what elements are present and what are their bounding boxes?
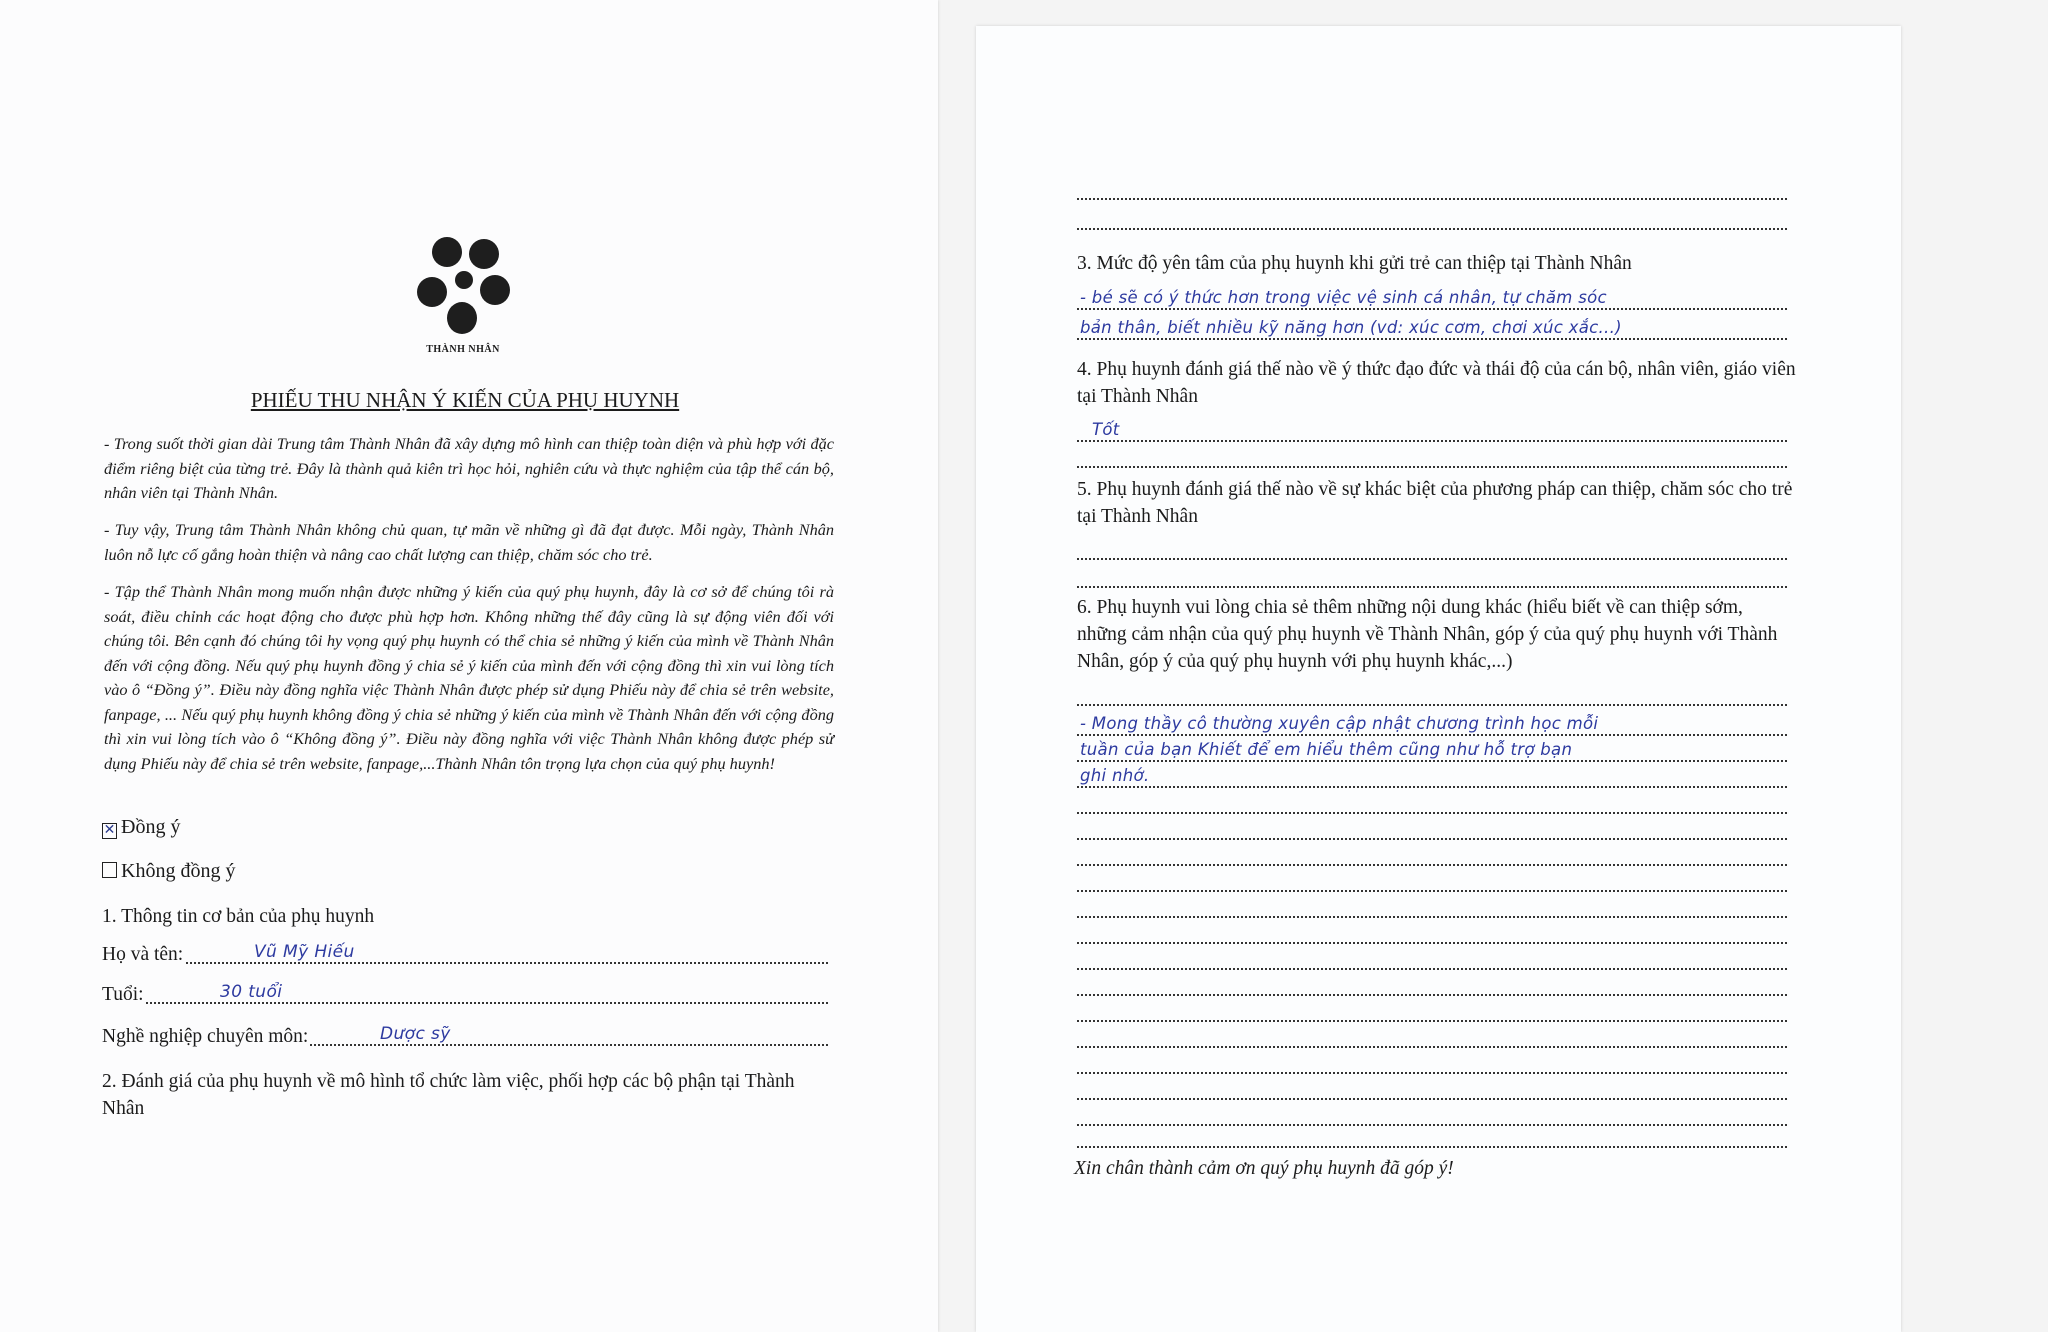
q6-answer-line-1: - Mong thầy cô thường xuyên cập nhật chương trình học mỗi: [1080, 714, 1599, 733]
job-field[interactable]: [102, 1022, 828, 1052]
form-page-right: [976, 26, 1901, 1332]
thank-you-note: Xin chân thành cảm ơn quý phụ huynh đã góp ý!: [1074, 1158, 1454, 1179]
answer-line: [1077, 558, 1787, 560]
disagree-option[interactable]: [102, 860, 235, 883]
answer-line: [1077, 838, 1787, 840]
answer-line: [1077, 1098, 1787, 1100]
answer-line: [1077, 942, 1787, 944]
answer-line: [1077, 338, 1787, 340]
agree-checkbox[interactable]: ✕: [103, 823, 116, 838]
q4-heading: 4. Phụ huynh đánh giá thế nào về ý thức đạo đức và thái độ của cán bộ, nhân viên, giáo viên tại Thành Nhân: [1077, 359, 1796, 407]
q1-heading: 1. Thông tin cơ bản của phụ huynh: [102, 906, 375, 927]
logo-wordmark: THÀNH NHÂN: [426, 344, 500, 355]
form-title: PHIẾU THU NHẬN Ý KIẾN CỦA PHỤ HUYNH: [250, 388, 680, 412]
name-label: Họ và tên:: [102, 944, 184, 965]
answer-line: [1077, 466, 1787, 468]
age-field[interactable]: [102, 980, 828, 1010]
agree-option[interactable]: [102, 816, 180, 839]
intro-paragraph-3: - Tập thể Thành Nhân mong muốn nhận được những ý kiến của quý phụ huynh, đây là cơ sở để chúng tôi rà soát, điều chỉnh các hoạt động cho được phù hợp hơn. Không những thế đây cũng là sự động viên đối với chúng tôi. Bên cạnh đó chúng tôi hy vọng quý phụ huynh có thể chia sẻ những ý kiến của mình về Thành Nhân đến với cộng đồng. Nếu quý phụ huynh đồng ý chia sẻ ý kiến của mình đến với cộng đồng thì xin vui lòng tích vào ô “Đồng ý”. Điều này đồng nghĩa việc Thành Nhân được phép sử dụng Phiếu này để chia sẻ trên website, fanpage, ... Nếu quý phụ huynh không đồng ý chia sẻ những ý kiến của mình về Thành Nhân đến với cộng đồng thì xin vui lòng tích vào ô “Không đồng ý”. Điều này đồng nghĩa với việc Thành Nhân không được phép sử dụng Phiếu này để chia sẻ trên website, fanpage,...Thành Nhân tôn trọng lựa chọn của quý phụ huynh!: [104, 582, 834, 773]
answer-line: [1077, 916, 1787, 918]
answer-line: [1077, 812, 1787, 814]
q6-answer-line-3: ghi nhớ.: [1080, 766, 1150, 785]
answer-line: [1077, 734, 1787, 736]
agree-label: Đồng ý: [121, 816, 181, 838]
answer-line: [1077, 704, 1787, 706]
intro-paragraph-2: - Tuy vậy, Trung tâm Thành Nhân không chủ quan, tự mãn về những gì đã đạt được. Mỗi ngày, Thành Nhân luôn nỗ lực cố gắng hoàn thiện và nâng cao chất lượng can thiệp, chăm sóc cho trẻ.: [104, 520, 834, 564]
disagree-checkbox[interactable]: [102, 862, 117, 878]
name-field[interactable]: [102, 940, 828, 970]
answer-line: [1077, 586, 1787, 588]
q3-answer-line-2: bản thân, biết nhiều kỹ năng hơn (vd: xúc cơm, chơi xúc xắc...): [1080, 318, 1622, 337]
answer-line: [1077, 1146, 1787, 1148]
answer-line: [1077, 968, 1787, 970]
age-label: Tuổi:: [102, 984, 144, 1005]
answer-line: [1077, 228, 1787, 230]
q4-answer: Tốt: [1092, 420, 1120, 439]
job-label: Nghề nghiệp chuyên môn:: [102, 1026, 309, 1047]
answer-line: [1077, 440, 1787, 442]
disagree-label: Không đồng ý: [121, 860, 236, 882]
q2-heading: 2. Đánh giá của phụ huynh về mô hình tổ chức làm việc, phối hợp các bộ phận tại Thành Nhân: [102, 1071, 795, 1119]
answer-line: [1077, 890, 1787, 892]
answer-line: [1077, 864, 1787, 866]
q6-answer-line-2: tuần của bạn Khiết để em hiểu thêm cũng như hỗ trợ bạn: [1080, 740, 1573, 759]
answer-line: [1077, 1046, 1787, 1048]
answer-line: [1077, 308, 1787, 310]
answer-line: [1077, 198, 1787, 200]
q5-heading: 5. Phụ huynh đánh giá thế nào về sự khác biệt của phương pháp can thiệp, chăm sóc cho trẻ tại Thành Nhân: [1077, 479, 1793, 527]
thanh-nhan-logo: [410, 236, 512, 336]
answer-line: [1077, 786, 1787, 788]
age-value: 30 tuổi: [220, 982, 283, 1002]
job-value: Dược sỹ: [380, 1024, 451, 1044]
answer-line: [1077, 1124, 1787, 1126]
q3-heading: 3. Mức độ yên tâm của phụ huynh khi gửi trẻ can thiệp tại Thành Nhân: [1077, 253, 1632, 274]
q3-answer-line-1: - bé sẽ có ý thức hơn trong việc vệ sinh cá nhân, tự chăm sóc: [1080, 288, 1607, 307]
answer-line: [1077, 1072, 1787, 1074]
answer-line: [1077, 760, 1787, 762]
name-value: Vũ Mỹ Hiếu: [254, 942, 355, 962]
intro-paragraph-1: - Trong suốt thời gian dài Trung tâm Thành Nhân đã xây dựng mô hình can thiệp toàn diện và phù hợp với đặc điểm riêng biệt của từng trẻ. Đây là thành quả kiên trì học hỏi, nghiên cứu và thực nghiệm của tập thể cán bộ, nhân viên tại Thành Nhân.: [104, 434, 834, 502]
answer-line: [1077, 1020, 1787, 1022]
answer-line: [1077, 994, 1787, 996]
q6-heading: 6. Phụ huynh vui lòng chia sẻ thêm những nội dung khác (hiểu biết về can thiệp sớm, những cảm nhận của quý phụ huynh về Thành Nhân, góp ý của quý phụ huynh với Thành Nhân, góp ý của quý phụ huynh với phụ huynh khác,...): [1077, 597, 1778, 672]
